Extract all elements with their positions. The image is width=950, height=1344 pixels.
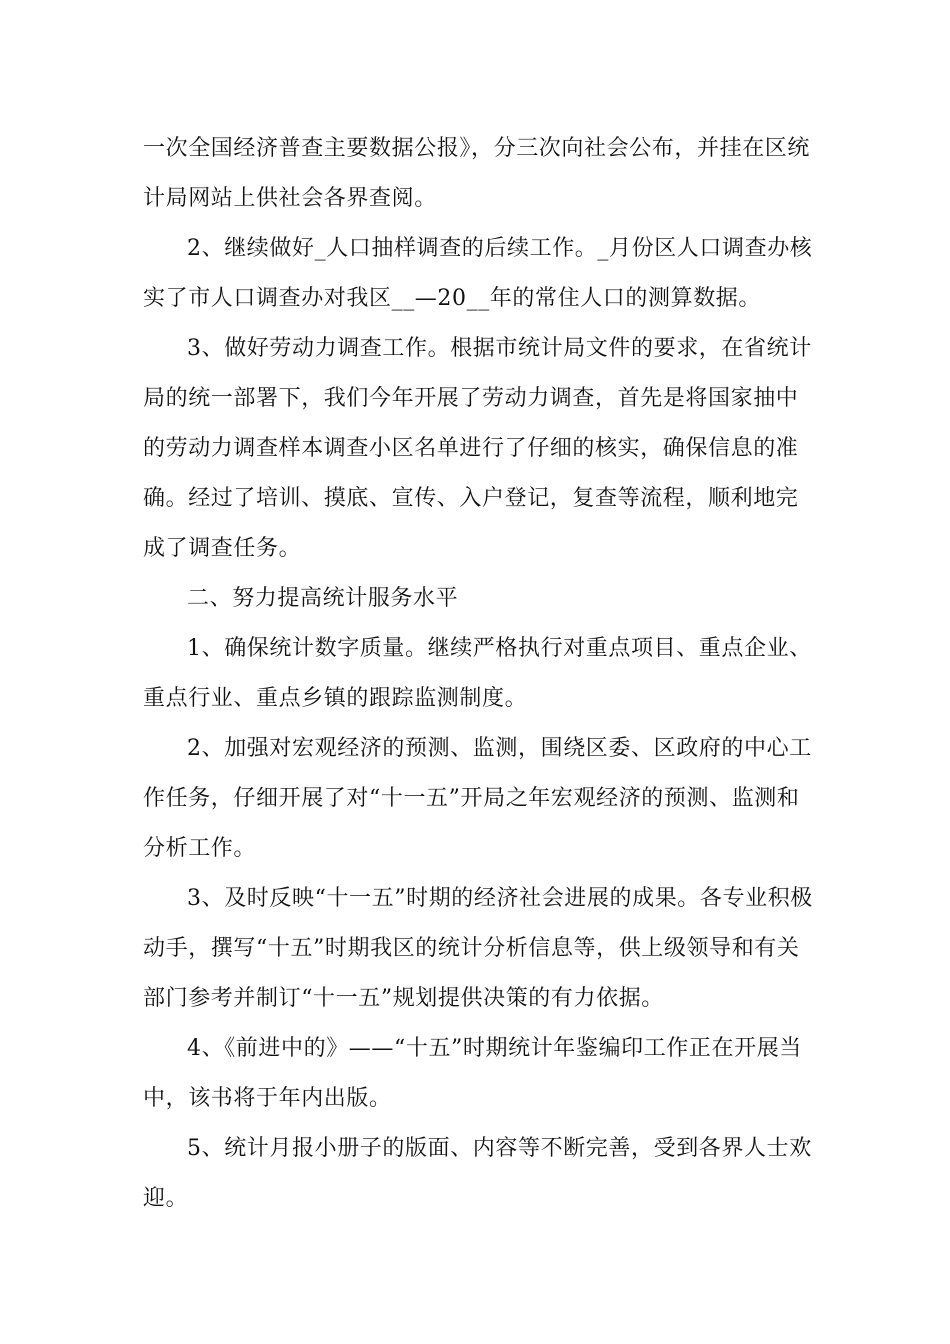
paragraph-continuation: 一次全国经济普查主要数据公报》，分三次向社会公布，并挂在区统计局网站上供社会各界查阅。 — [143, 136, 811, 211]
paragraph-item-5-monthly-report: 5、统计月报小册子的版面、内容等不断完善，受到各界人士欢迎。 — [143, 1136, 812, 1211]
paragraph-item-3-achievements: 3、及时反映“十一五”时期的经济社会进展的成果。各专业积极动手，撰写“十五”时期我区的统计分析信息等，供上级领导和有关部门参考并制订“十一五”规划提供决策的有力依据。 — [143, 886, 813, 1011]
paragraph-item-2-population-survey: 2、继续做好_人口抽样调查的后续工作。_月份区人口调查办核实了市人口调查办对我区__—20__年的常住人口的测算数据。 — [143, 236, 813, 311]
document-body — [143, 124, 813, 1224]
paragraph-item-4-yearbook: 4、《前进中的》——“十五”时期统计年鉴编印工作正在开展当中，该书将于年内出版。 — [143, 1036, 802, 1111]
section-heading-2: 二、努力提高统计服务水平 — [187, 586, 459, 611]
paragraph-item-2-macro-monitoring: 2、加强对宏观经济的预测、监测，围绕区委、区政府的中心工作任务，仔细开展了对“十一五”开局之年宏观经济的预测、监测和分析工作。 — [143, 736, 812, 861]
paragraph-item-3-labor-survey: 3、做好劳动力调查工作。根据市统计局文件的要求，在省统计局的统一部署下，我们今年开展了劳动力调查，首先是将国家抽中的劳动力调查样本调查小区名单进行了仔细的核实，确保信息的准确。经过了培训、摸底、宣传、入户登记，复查等流程，顺利地完成了调查任务。 — [143, 336, 812, 561]
paragraph-item-1-data-quality: 1、确保统计数字质量。继续严格执行对重点项目、重点企业、重点行业、重点乡镇的跟踪监测制度。 — [143, 636, 812, 711]
